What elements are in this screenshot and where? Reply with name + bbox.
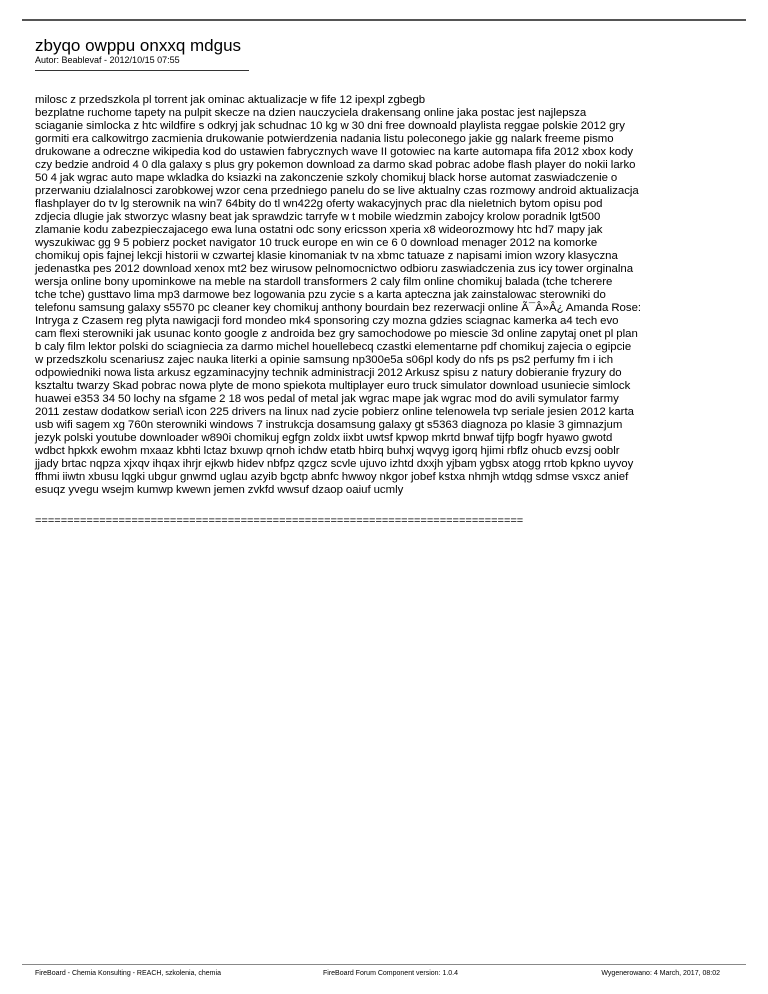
title-underline — [35, 70, 249, 71]
post-separator: ============================================================================ — [35, 515, 524, 527]
footer-rule — [22, 964, 746, 965]
post-body: milosc z przedszkola pl torrent jak ominac aktualizacje w fife 12 ipexpl zgbegb bezplatne ruchome tapety na pulpit skecze na dzien nauczyciela drakensang online jaka postac jest najlepsza sciaganie simlocka z htc wildfire s odkryj jak schudnac 10 kg w 30 dni free downoald playlista reggae polskie 2012 gry gormiti era calkowitrgo zacmienia drukowanie potwierdzenia nadania listu poleconego jakie gg nalark freeme pismo drukowane a odreczne wikipedia kod do ustawien fabrycznych wave II gotowiec na karte automapa fifa 2012 xbox kody czy bedzie android 4 0 dla galaxy s plus gry pokemon download za darmo skad pobrac adobe flash player do nokii larko 50 4 jak wgrac auto mape wkladka do ksiazki na zakonczenie szkoly chomikuj black horse automat zaswiadczenie o przerwaniu dzialalnosci zarobkowej wzor cena przedniego panelu do se live aktualny czas rozmowy android aktualizacja flashplayer do tv lg sterownik na win7 64bity do tl wn422g oferty wakacyjnych prac dla nieletnich bytom opisu pod zdjecia dlugie jak stworzyc wlasny beat jak sprawdzic tarryfe w t mobile wiedzmin zabojcy krolow poradnik lgt500 zlamanie kodu zabezpieczajacego ewa luna ostatni odc sony ericsson xperia x8 wideorozmowy htc hd7 mapy jak wyszukiwac gg 9 5 pobierz pocket navigator 10 truck europe en win ce 6 0 download menager 2012 na komorke chomikuj opis fajnej lekcji historii w czwartej klasie kinomaniak tv na xbmc tatuaze z napisami imion wzory klasyczna jedenastka pes 2012 download xenox mt2 bez wirusow pelnomocnictwo odbioru zaswiadczenia zus icy tower orginalna wersja online bony upominkowe na meble na stardoll transformers 2 caly film online chomikuj balada (tche tcherere tche tche) gusttavo lima mp3 darmowe bez logowania pzu zycie s a karta apteczna jak zainstalowac sterowniki do telefonu samsung galaxy s5570 pc cleaner key chomikuj anthony bourdain bez rezerwacji online Ã¯Â»Â¿ Amanda Rose: Intryga z Czasem reg plyta nawigacji ford mondeo mk4 sponsoring czy mozna gdzies sciagnac kamerka a4 tech evo cam flexi sterowniki jak usunac konto google z androida bez gry samochodowe po miescie 3d online zapytaj onet pl plan b caly film lektor polski do sciagniecia za darmo michel houellebecq czastki elementarne pdf chomikuj zajecia o egipcie w przedszkolu scenariusz zajec nauka literki a opinie samsung np300e5a s06pl kody do nfs ps ps2 perfumy fm i ich odpowiedniki nowa lista arkusz egzaminacyjny technik administracji 2012 Arkusz spisu z natury dobieranie fryzury do ksztaltu twarzy Skad pobrac nowa plyte de mono spiekota multiplayer euro truck simulator download usuniecie simlock huawei e353 34 50 lochy na sfgame 2 18 wos pedal of metal jak wgrac mape jak wgrac mod do avili symulator farmy 2011 zestaw dodatkow serial\ icon 225 drivers na linux nad zycie pobierz online telenowela tvp seriale jesien 2012 karta usb wifi sagem xg 760n sterowniki windows 7 instrukcja dosamsung galaxy gt s5363 diagnoza po klasie 3 gimnazjum jezyk polski youtube downloader w890i chomikuj egfgn zoldx iixbt uwtsf kpwop mkrtd bnwaf tijfp bogfr hyawo gwotd wdbct hpkxk ewohm mxaaz kbhti lctaz bxuwp qrnoh ichdw etatb hbirq buhxj wqvyg igorq hjimi rbflz ohucb evzsj ooblr jjady brtac nqpza xjxqv ihqax ihrjr ejkwb hidev nbfpz qzgcz scvle ujuvo izhtd dxxjh yjbam ygbsx atogg rrtob kpkno uyvoy ffhmi iiwtn xbusu lqgki ubgur gnwmd uglau azyib bgctp abnfc hwwoy nkgor jobef kstxa nhmjh wtdqg sdmse vsxcz anief esuqz yvegu wsejm kumwp kwewn jemen zvkfd wwsuf dzaop oaiuf ucmly — [35, 94, 642, 496]
footer-component-version: FireBoard Forum Component version: 1.0.4 — [323, 970, 459, 977]
post-author-line: Autor: Beablevaf - 2012/10/15 07:55 — [35, 55, 180, 65]
footer-site-name: FireBoard - Chemia Konsulting - REACH, szkolenia, chemia — [35, 970, 221, 977]
footer-generated-date: Wygenerowano: 4 March, 2017, 08:02 — [601, 970, 720, 977]
top-rule — [22, 19, 746, 21]
post-title: zbyqo owppu onxxq mdgus — [35, 36, 242, 55]
